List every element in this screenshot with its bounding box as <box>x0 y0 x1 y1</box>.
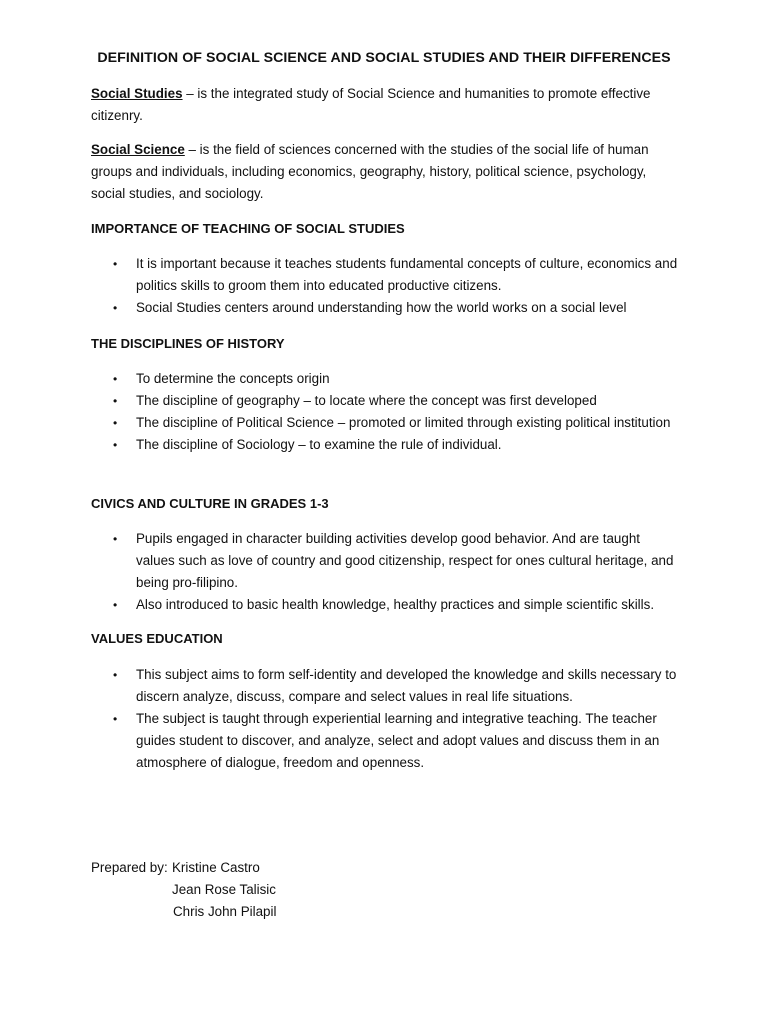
term-social-studies: Social Studies <box>91 86 183 101</box>
definition-text-social-science: – is the field of sciences concerned with the studies of the social life of human groups and individuals, including economics, geography, history, political science, psychology, social studies, and sociology. <box>91 142 649 201</box>
definition-social-science <box>91 139 681 205</box>
prepared-by-label: Prepared by: <box>91 860 168 875</box>
definition-text-social-studies: – is the integrated study of Social Science and humanities to promote effective citizenry. <box>91 86 651 123</box>
list-item <box>91 368 681 390</box>
bullet-list-disciplines <box>91 368 681 456</box>
list-item-text: The subject is taught through experiential learning and integrative teaching. The teacher guides student to discover, and analyze, select and adopt values and discuss them in an atmosphere of dialogue, freedom and openness. <box>136 711 660 770</box>
list-item-text: The discipline of Political Science – promoted or limited through existing political institution <box>136 415 671 430</box>
list-item <box>91 708 681 774</box>
section-heading-civics: CIVICS AND CULTURE IN GRADES 1-3 <box>91 496 329 511</box>
author-name: Chris John Pilapil <box>173 904 277 919</box>
bullet-icon: • <box>113 668 118 682</box>
list-item <box>91 434 681 456</box>
list-item-text: This subject aims to form self-identity and developed the knowledge and skills necessary to discern analyze, discuss, compare and select values in real life situations. <box>136 667 677 704</box>
bullet-icon: • <box>113 438 118 452</box>
bullet-icon: • <box>113 416 118 430</box>
list-item-text: Also introduced to basic health knowledge, healthy practices and simple scientific skills. <box>136 597 655 612</box>
bullet-icon: • <box>113 394 118 408</box>
bullet-list-importance <box>91 253 681 319</box>
bullet-icon: • <box>113 532 118 546</box>
definition-social-studies <box>91 83 681 127</box>
list-item-text: It is important because it teaches students fundamental concepts of culture, economics and politics skills to groom them into educated productive citizens. <box>136 256 678 293</box>
list-item <box>91 412 681 434</box>
list-item-text: The discipline of geography – to locate where the concept was first developed <box>136 393 597 408</box>
list-item <box>91 253 681 297</box>
list-item <box>91 390 681 412</box>
term-social-science: Social Science <box>91 142 185 157</box>
author-name: Kristine Castro <box>172 860 260 875</box>
bullet-icon: • <box>113 372 118 386</box>
list-item <box>91 528 681 594</box>
bullet-icon: • <box>113 257 118 271</box>
document-title: DEFINITION OF SOCIAL SCIENCE AND SOCIAL STUDIES AND THEIR DIFFERENCES <box>97 50 671 66</box>
prepared-by-names <box>172 857 276 923</box>
author-name: Jean Rose Talisic <box>172 882 276 897</box>
section-heading-values: VALUES EDUCATION <box>91 631 223 646</box>
list-item <box>91 594 681 616</box>
list-item <box>91 664 681 708</box>
section-heading-importance: IMPORTANCE OF TEACHING OF SOCIAL STUDIES <box>91 221 405 236</box>
bullet-list-values <box>91 664 681 774</box>
list-item-text: Pupils engaged in character building activities develop good behavior. And are taught values such as love of country and good citizenship, respect for ones cultural heritage, and being pro-filipino. <box>136 531 674 590</box>
list-item-text: To determine the concepts origin <box>136 371 330 386</box>
list-item <box>91 297 681 319</box>
list-item-text: The discipline of Sociology – to examine the rule of individual. <box>136 437 502 452</box>
bullet-icon: • <box>113 712 118 726</box>
prepared-by-block <box>91 857 277 919</box>
section-heading-disciplines: THE DISCIPLINES OF HISTORY <box>91 336 285 351</box>
bullet-icon: • <box>113 598 118 612</box>
list-item-text: Social Studies centers around understanding how the world works on a social level <box>136 300 627 315</box>
bullet-list-civics <box>91 528 681 616</box>
bullet-icon: • <box>113 301 118 315</box>
